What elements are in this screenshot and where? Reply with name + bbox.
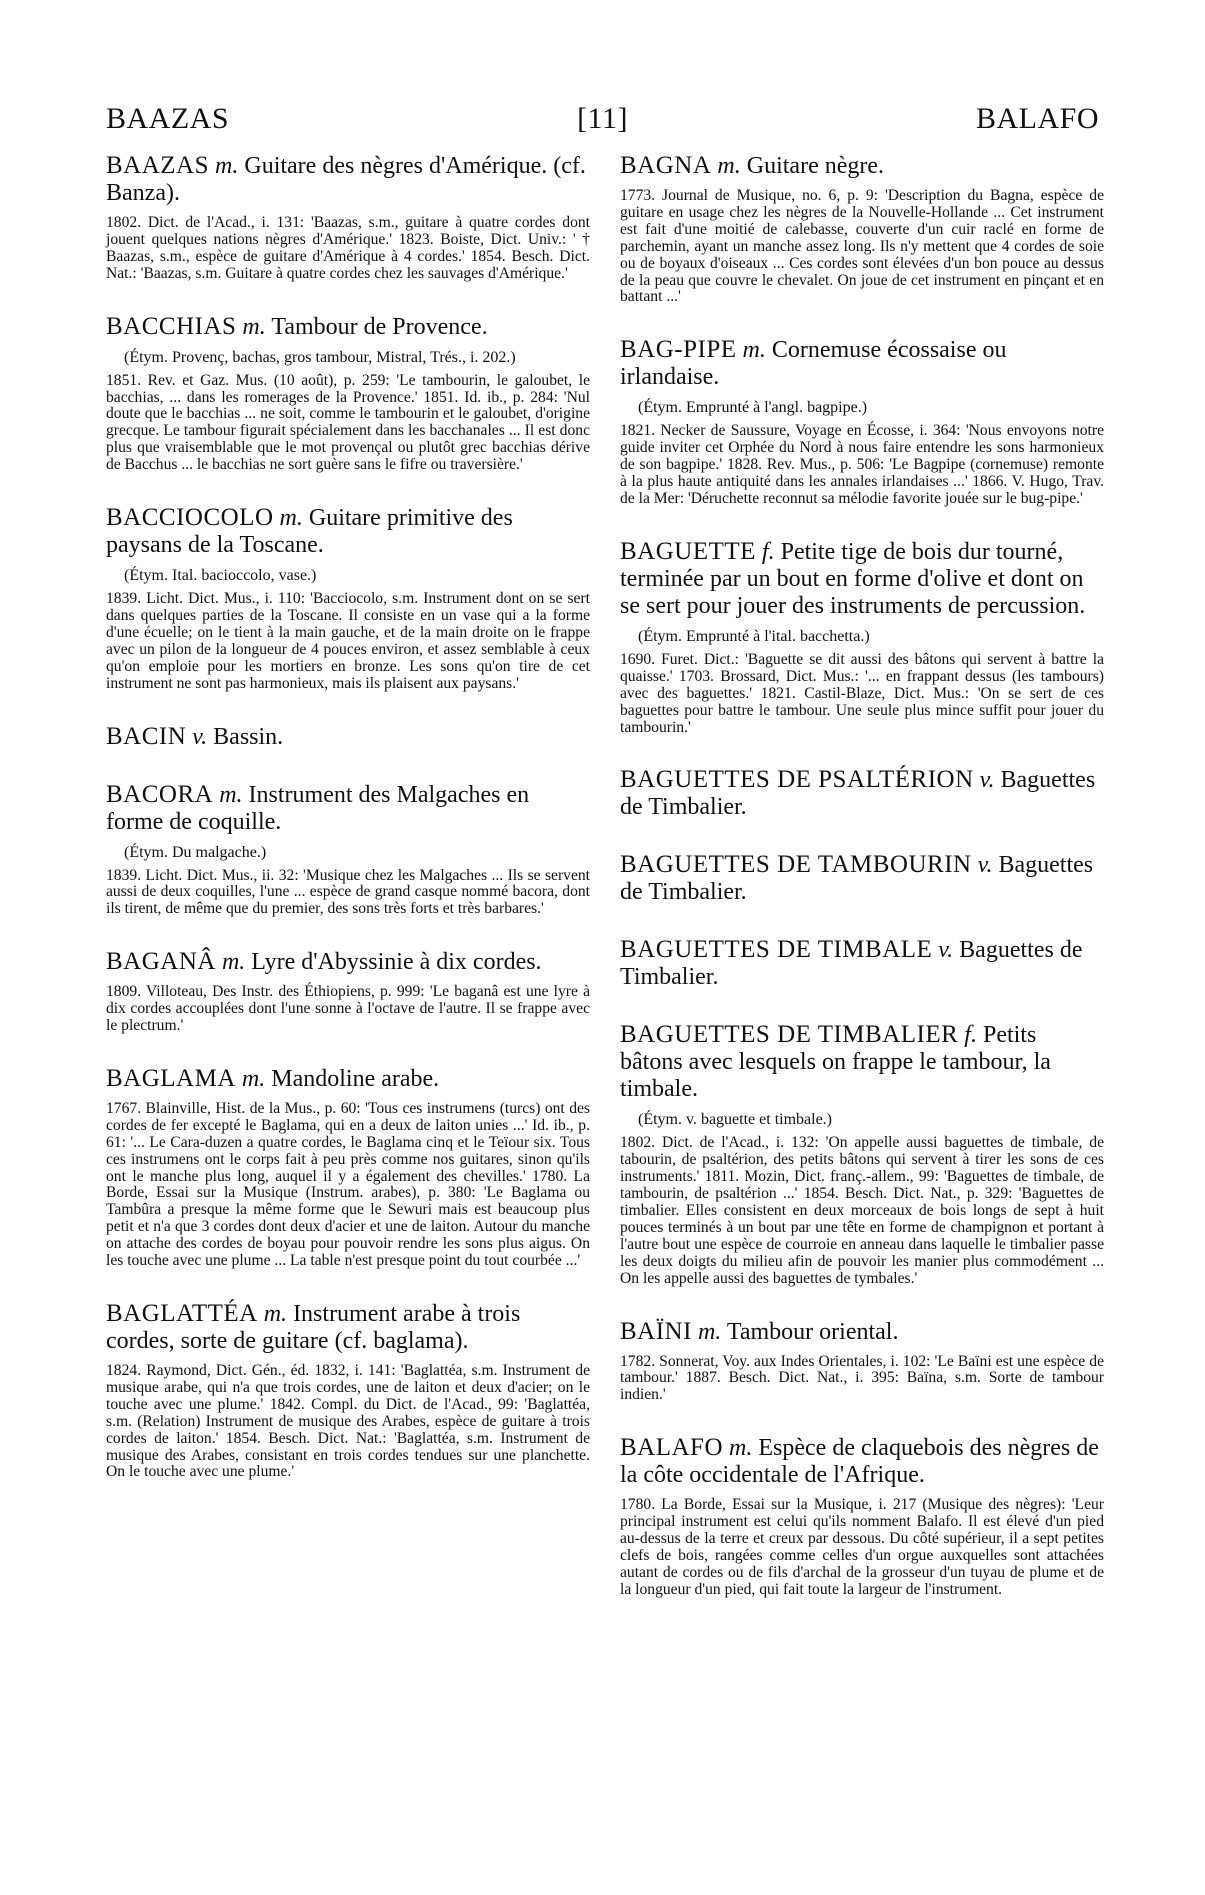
entry-heading [620,336,1104,391]
citations: 1809. Villoteau, Des Instr. des Éthiopiens, p. 999: 'Le baganâ est une lyre à dix cordes accouplées dont l'une sonne à l'octave de l'autre. Il se frappe avec le plectrum.' [106,983,590,1035]
dictionary-entry [620,1434,1104,1598]
entry-heading [620,1318,1104,1346]
dictionary-entry [106,781,590,919]
entry-heading [620,152,1104,180]
part-of-speech: f. [761,538,775,565]
entry-heading [106,1065,590,1093]
part-of-speech: v. [979,767,995,794]
part-of-speech: v. [192,723,208,750]
entry-heading [106,152,590,207]
definition: Petite tige de bois dur tourné, terminée par un bout en forme d'olive et dont on se sert pour jouer des instruments de percussion. [620,538,1086,619]
definition: Guitare primitive des paysans de la Toscane. [106,505,513,559]
dictionary-entry [106,1065,590,1270]
dictionary-entry [620,1021,1104,1287]
headword: BAGUETTES DE TIMBALE [620,936,933,964]
definition: Mandoline arabe. [271,1065,440,1092]
headword: BALAFO [620,1434,724,1462]
definition: Tambour de Provence. [271,313,488,340]
entry-heading [620,1434,1104,1489]
dictionary-entry [106,504,590,692]
definition: Baguettes de Timbalier. [620,852,1094,906]
headword: BACIN [106,722,187,750]
headword: BAÏNI [620,1317,692,1345]
citations: 1851. Rev. et Gaz. Mus. (10 août), p. 259: 'Le tambourin, le galoubet, le bacchias, ... dans les romerages de la Provence.' 1851. Id. ib., p. 284: 'Nul doute que le bacchias ... ne soit, comme le tambourin et le galoubet, d'origine grecque. Le tambour figurait spécialement dans les bacchanales ... Il est donc plus que vraisemblable que le mot provençal ou plutôt grec bacchias dérive de Bacchus ... le bacchias ne sort guère sans le fifre ou traversière.' [106,371,590,474]
definition: Instrument des Malgaches en forme de coquille. [106,781,530,835]
citations: 1690. Furet. Dict.: 'Baguette se dit aussi des bâtons qui servent à battre la quaisse.' 1703. Brossard, Dict. Mus.: '... en frappant dessus (les tambours) avec des baguettes.' 1821. Castil-Blaze, Dict. Mus.: 'On se sert de ces baguettes pour battre le tambour. Une seule plus mince suffit pour jouer du tambourin.' [620,650,1104,736]
entry-heading [106,313,590,341]
running-head-right: BALAFO [975,102,1099,135]
entry-heading [620,538,1104,620]
definition: Petits bâtons avec lesquels on frappe le tambour, la timbale. [620,1022,1051,1103]
part-of-speech: v. [977,852,993,879]
entry-heading [620,766,1104,821]
definition: Tambour oriental. [726,1318,899,1345]
part-of-speech: m. [241,1065,266,1092]
headword: BACCHIAS [106,312,237,340]
entry-heading [106,504,590,559]
part-of-speech: m. [219,781,243,808]
entry-heading [620,936,1104,991]
definition: Baguettes de Timbalier. [620,937,1083,991]
headword: BAGNA [620,152,712,179]
running-head-left: BAAZAS [106,102,230,135]
citations: 1767. Blainville, Hist. de la Mus., p. 60: 'Tous ces instrumens (turcs) ont des cordes de fer excepté le Baglama, qui en a deux de laiton unies ...' Id. ib., p. 61: '... Le Cara-duzen a quatre cordes, le Baglama cinq et le Teïour six. Tous ces instrumens ont le corps fait à peu près comme nos guitares, sinon qu'ils ont le manche plus long, auquel il y a également des chevilles.' 1780. La Borde, Essai sur la Musique (Instrum. arabes), p. 380: 'Le Baglama ou Tambûra a presque la même forme que le Sewuri mais est beaucoup plus petit et n'a que 3 cordes dont deux d'acier et une de laiton. Autour du manche on attache des cordes de boyau pour pouvoir rendre les sons plus aigus. On les touche avec une plume ... La table n'est presque point du tout courbée ...' [106,1099,590,1270]
part-of-speech: m. [242,313,266,340]
definition: Guitare nègre. [746,153,885,179]
entry-heading [106,948,590,976]
definition: Espèce de claquebois des nègres de la côte occidentale de l'Afrique. [620,1435,1099,1489]
part-of-speech: f. [964,1022,977,1049]
headword: BAGUETTES DE TIMBALIER [620,1021,959,1049]
definition: Bassin. [213,723,284,750]
dictionary-entry [620,1318,1104,1405]
part-of-speech: m. [215,153,239,179]
entry-heading [106,1300,590,1355]
dictionary-entry [620,936,1104,991]
part-of-speech: m. [279,505,303,532]
headword: BAGUETTES DE TAMBOURIN [620,851,972,879]
headword: BAGLAMA [106,1064,236,1092]
entry-heading [620,1021,1104,1103]
dictionary-entry [106,1300,590,1481]
entry-heading [620,851,1104,906]
dictionary-entry [106,723,590,751]
dictionary-entry [620,538,1104,737]
headword: BAGLATTÉA [106,1300,258,1327]
dictionary-entry [106,948,590,1035]
etymology: (Étym. Provenç, bachas, gros tambour, Mistral, Trés., i. 202.) [124,348,516,366]
etymology: (Étym. v. baguette et timbale.) [638,1111,833,1129]
entry-heading [106,723,590,751]
dictionary-entry [106,313,590,474]
citations: 1839. Licht. Dict. Mus., i. 110: 'Bacciocolo, s.m. Instrument dont on se sert dans quelques parties de la Toscane. Il consiste en un vase qui a la forme d'une écuelle; on le tient à la main gauche, et de la main droite on le frappe avec un pilon de la longueur de 4 pouces environ, et assez semblable à ceux qu'on emploie pour les mortiers en bronze. Les sons qu'on tire de cet instrument ne sont pas harmonieux, mais ils plaisent aux paysans.' [106,590,590,692]
citations: 1773. Journal de Musique, no. 6, p. 9: 'Description du Bagna, espèce de guitare en usage chez les nègres de la Nouvelle-Hollande ... Cet instrument est fait d'une moitié de calebasse, couverte d'un cuir raclé en forme de parchemin, ayant un manche assez long. Ils n'y mettent que 4 cordes de soie ou de boyaux d'oiseaux ... Ces cordes sont élevées d'un bon pouce au dessus de la peau que couvre le chevalet. On joue de cet instrument en pinçant et en battant ...' [620,187,1104,306]
dictionary-entry [620,766,1104,821]
entry-heading [106,781,590,836]
part-of-speech: m. [742,337,766,364]
page-number: [11] [577,102,628,135]
dictionary-entry [620,336,1104,508]
right-column [620,152,1104,1629]
definition: Guitare des nègres d'Amérique. (cf. Banza). [106,153,586,206]
headword: BAGANÂ [106,948,216,976]
definition: Lyre d'Abyssinie à dix cordes. [251,949,542,976]
etymology: (Étym. Emprunté à l'angl. bagpipe.) [638,399,868,417]
dictionary-entry [620,851,1104,906]
headword: BAG-PIPE [620,336,737,364]
part-of-speech: m. [263,1301,288,1327]
definition: Instrument arabe à trois cordes, sorte de guitare (cf. baglama). [106,1301,521,1354]
dictionary-entry [620,152,1104,306]
headword: BACORA [106,780,214,808]
citations: 1821. Necker de Saussure, Voyage en Écosse, i. 364: 'Nous envoyons notre guide inviter cet Orphée du Nord à nous faire entendre les sons harmonieux de son bagpipe.' 1828. Rev. Mus., p. 506: 'Le Bagpipe (cornemuse) remonte à la plus haute antiquité dans les annales irlandaises ...' 1866. V. Hugo, Trav. de la Mer: 'Déruchette reconnut sa mélodie favorite jouée sur le bug-pipe.' [620,422,1104,507]
left-column [106,152,590,1511]
citations: 1802. Dict. de l'Acad., i. 132: 'On appelle aussi baguettes de timbale, de tabourin, de psaltérion, des petits bâtons qui servent à tirer les sons de ces instruments.' 1811. Mozin, Dict. franç.-allem., 99: 'Baguettes de timbale, de tambourin, de psaltérion ...' 1854. Besch. Dict. Nat., p. 329: 'Baguettes de timbalier. Elles consistent en deux morceaux de bois longs de sept à huit pouces terminés à un bout par une tête en forme de champignon et portant à l'autre bout une espèce de courroie en anneau dans laquelle le timbalier passe les deux doigts du milieu afin de pouvoir les manier plus commodément ... On les appelle aussi des baguettes de tymbales.' [620,1134,1104,1287]
part-of-speech: m. [729,1435,753,1462]
etymology: (Étym. Emprunté à l'ital. bacchetta.) [638,627,870,645]
headword: BACCIOCOLO [106,504,274,532]
headword: BAGUETTES DE PSALTÉRION [620,766,974,794]
etymology: (Étym. Ital. bacioccolo, vase.) [124,567,317,585]
citations: 1839. Licht. Dict. Mus., ii. 32: 'Musique chez les Malgaches ... Ils se servent aussi de deux coquilles, l'une ... espèce de grand casque nommé bacora, dont ils tirent, de même que du premier, des sons très forts et très barbares.' [106,866,590,918]
part-of-speech: m. [717,153,741,179]
definition: Baguettes de Timbalier. [620,767,1096,821]
part-of-speech: m. [697,1318,722,1345]
citations: 1824. Raymond, Dict. Gén., éd. 1832, i. 141: 'Baglattéa, s.m. Instrument de musique arabe, qui n'a que trois cordes, une de laiton et deux d'acier; on le touche avec une plume.' 1842. Compl. du Dict. de l'Acad., 99: 'Baglattéa, s.m. (Relation) Instrument de musique des Arabes, espèce de guitare à trois cordes de laiton.' 1854. Besch. Dict. Nat.: 'Baglattéa, s.m. Instrument de musique des Arabes, consistant en trois cordes tendues sur une planchette. On le touche avec une plume.' [106,1362,590,1481]
headword: BAAZAS [106,152,210,179]
part-of-speech: v. [938,937,954,964]
citations: 1802. Dict. de l'Acad., i. 131: 'Baazas, s.m., guitare à quatre cordes dont jouent quelques nations nègres d'Amérique.' 1823. Boiste, Dict. Univ.: ' † Baazas, s.m., espèce de guitare d'Amérique à 4 cordes.' 1854. Besch. Dict. Nat.: 'Baazas, s.m. Guitare à quatre cordes chez les sauvages d'Amérique.' [106,214,590,282]
definition: Cornemuse écossaise ou irlandaise. [620,337,1007,391]
etymology: (Étym. Du malgache.) [124,843,267,861]
citations: 1780. La Borde, Essai sur la Musique, i. 217 (Musique des nègres): 'Leur principal instrument est celui qu'ils nomment Balafo. Il est élevé d'un pied au-dessus de la terre et creux par dessous. Du côté supérieur, il a sept petites clefs de bois, rangées comme celles d'un orgue auxquelles sont attachées autant de cordes ou de fils d'archal de la grosseur d'un tuyau de plume et de la longueur d'un pied, qui fait toute la largeur de l'instrument. [620,1496,1104,1598]
dictionary-entry [106,152,590,283]
citations: 1782. Sonnerat, Voy. aux Indes Orientales, i. 102: 'Le Baïni est une espèce de tambour.' 1887. Besch. Dict. Nat., i. 395: Baïna, s.m. Sorte de tambour indien.' [620,1352,1104,1404]
part-of-speech: m. [221,949,246,976]
headword: BAGUETTE [620,537,756,565]
